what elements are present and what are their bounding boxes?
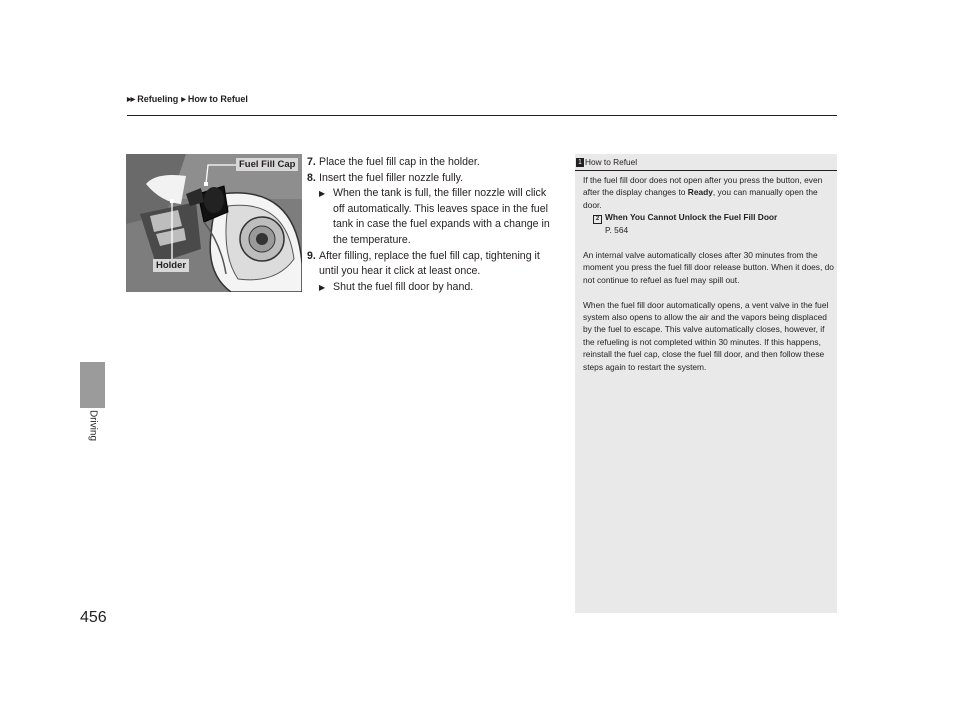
step-number: 8. [307,171,316,184]
step-number: 9. [307,249,316,262]
step-substep [307,186,557,248]
note-body [583,174,835,385]
chapter-tab[interactable] [80,362,105,408]
step-text: Insert the fuel filler nozzle fully. [319,171,464,184]
cross-reference-page[interactable]: P. 564 [605,225,629,236]
note-title: How to Refuel [585,157,638,167]
step-text: Place the fuel fill cap in the holder. [319,156,480,168]
refuel-steps [307,155,557,295]
note-number-icon: 1 [576,158,584,167]
note-paragraph: If the fuel fill door does not open after you press the button, even after the display changes to Ready, you can manually open the door. [583,175,823,210]
substep-arrow-icon: ▶ [319,282,326,292]
step-number: 7. [307,156,316,168]
chapter-label: Driving [87,409,98,442]
figure-label-fuel-fill-cap: Fuel Fill Cap [236,158,298,171]
header-divider [127,115,837,116]
breadcrumb-arrow-icon: ▶▶ [127,96,135,103]
substep-text: When the tank is full, the filler nozzle will click off automatically. This leaves space in the fuel tank in case the fuel expands with a change in the temperature. [333,187,550,246]
step-item [307,171,557,187]
step-item [307,249,557,280]
figure-label-holder: Holder [153,259,189,272]
breadcrumb [127,94,248,104]
breadcrumb-arrow-icon: ▶ [181,96,185,103]
fuel-door-illustration [126,154,302,292]
substep-arrow-icon: ▶ [319,189,326,199]
note-paragraph: When the fuel fill door automatically opens, a vent valve in the fuel system also opens to allow the air and the vapors being displaced by the fuel to escape. This valve automatically closes, however, if the refueling is not completed within 30 minutes. If this happens, reinstall the fuel cap, close the fuel fill door, and then follow these steps again to restart the system. [583,299,829,372]
step-substep [307,280,557,296]
breadcrumb-item[interactable]: Refueling [137,94,179,104]
breadcrumb-item[interactable]: How to Refuel [187,94,248,104]
step-text: After filling, replace the fuel fill cap, tightening it until you hear it click at least once. [319,249,540,278]
reference-icon: 2 [593,215,602,224]
substep-text: Shut the fuel fill door by hand. [333,280,474,293]
note-header [575,154,837,171]
cross-reference-link[interactable]: 2 When You Cannot Unlock the Fuel Fill Door [583,211,835,224]
note-sidebar [575,154,837,613]
note-paragraph: An internal valve automatically closes after 30 minutes from the moment you press the fuel fill door release button. When it does, do not continue to refuel as fuel may spill out. [583,250,834,285]
step-item [307,155,557,171]
page-number: 456 [80,609,107,626]
